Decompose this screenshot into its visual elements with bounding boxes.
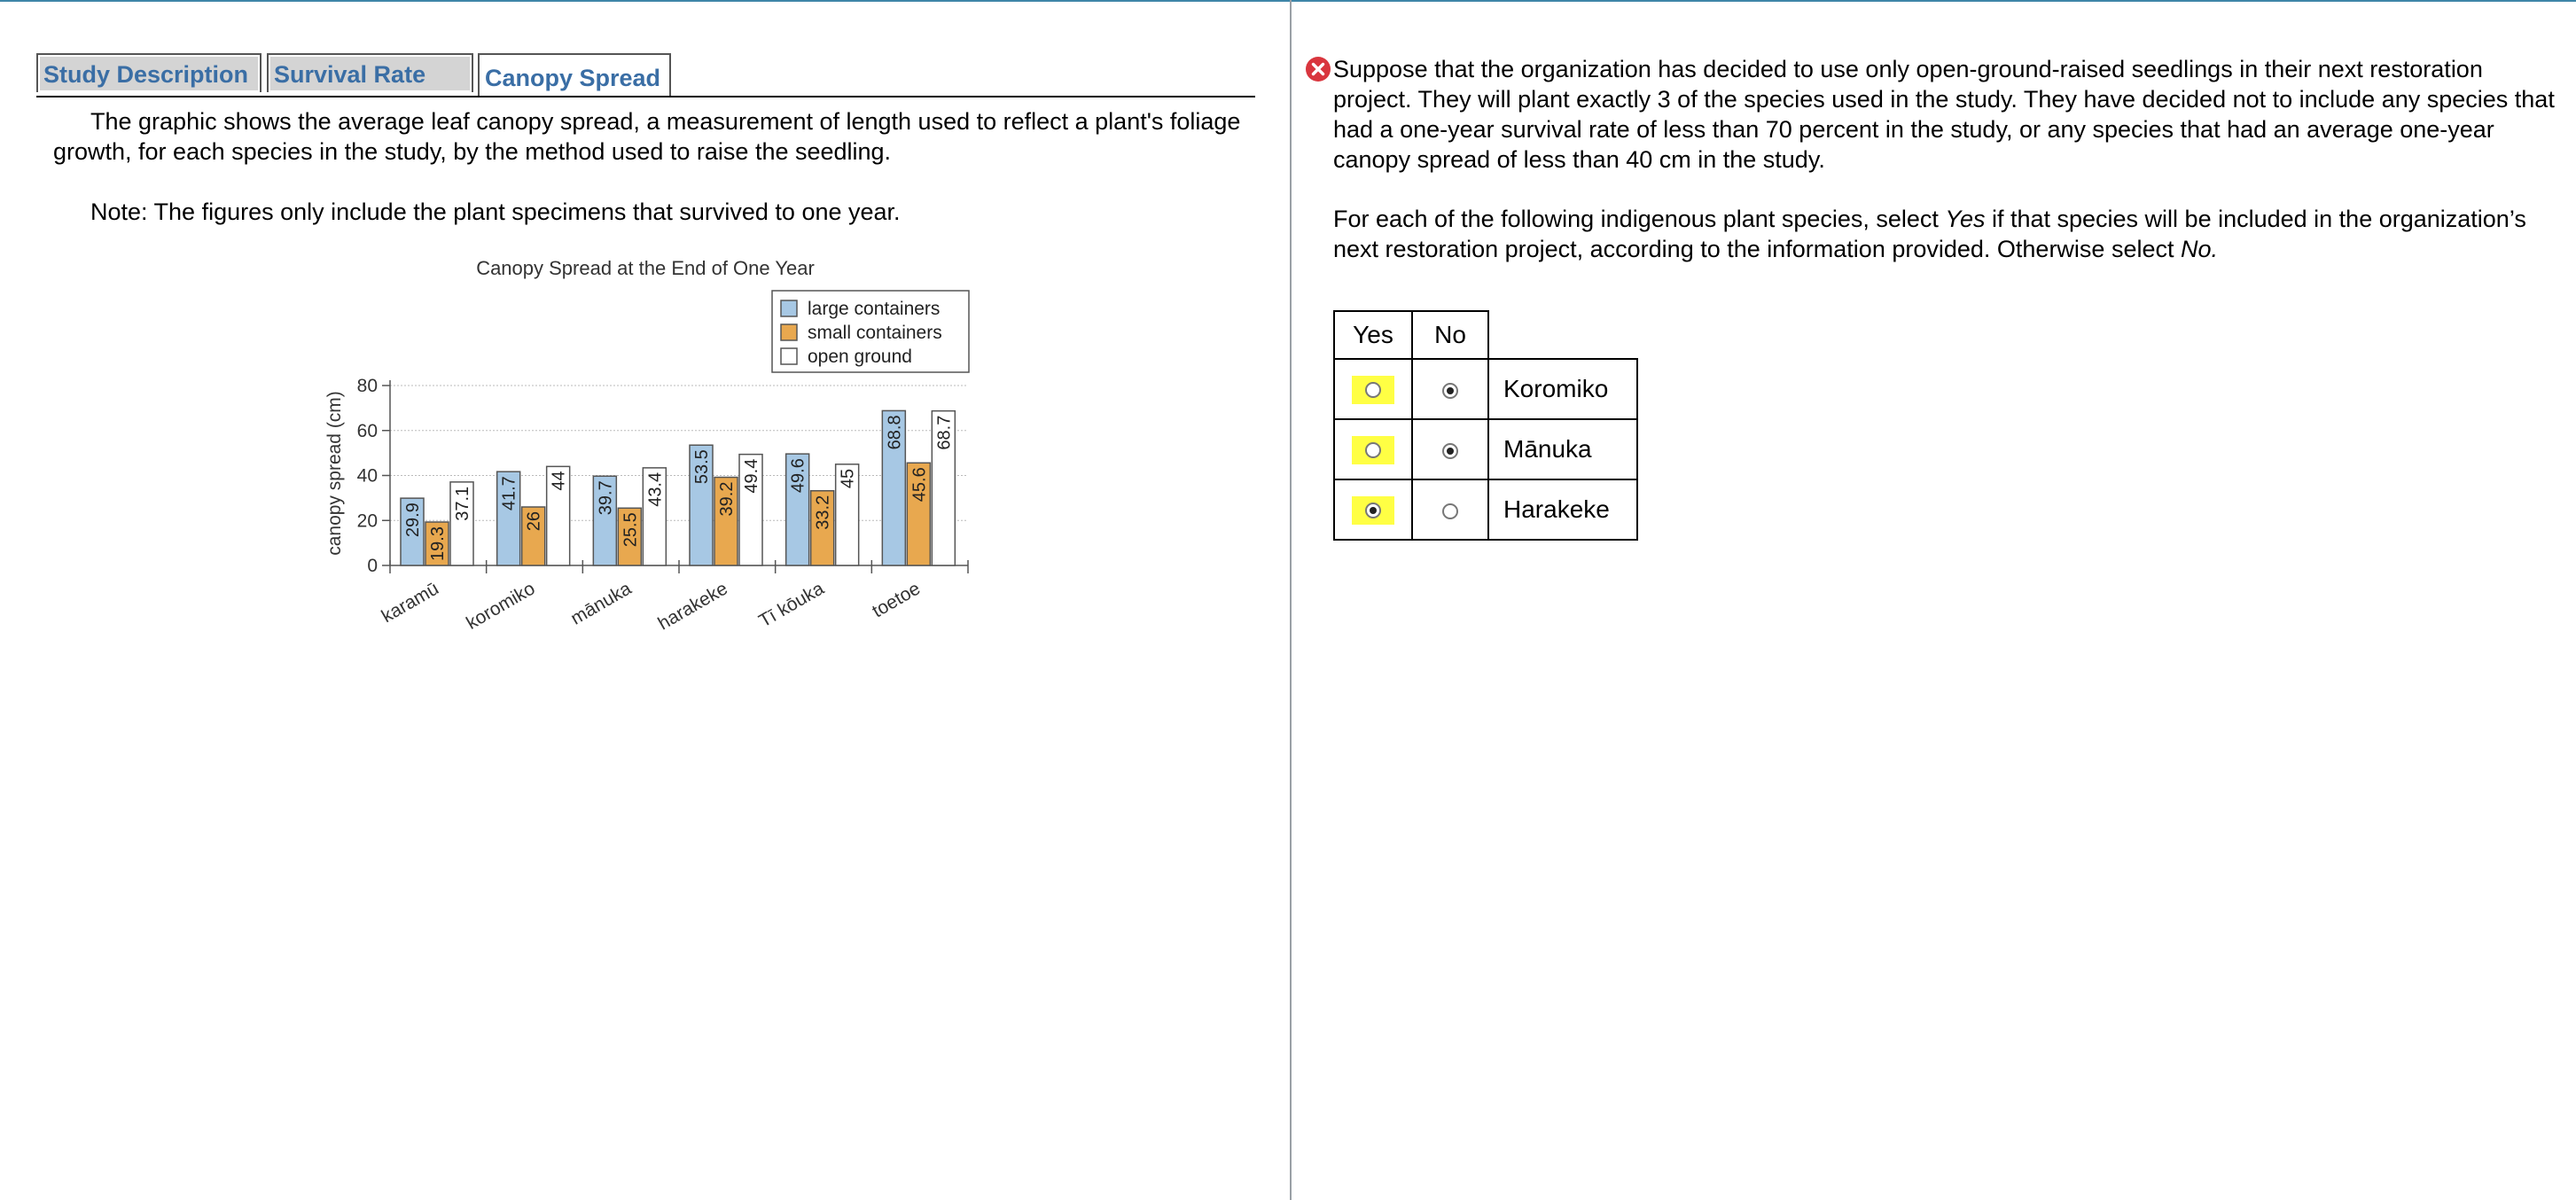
- legend-label: small containers: [808, 323, 942, 343]
- y-tick-label: 60: [356, 420, 378, 441]
- data-label: 49.6: [788, 458, 808, 494]
- chart-bars: [401, 410, 955, 565]
- data-label: 41.7: [499, 476, 519, 511]
- legend-swatch: [781, 324, 797, 340]
- instruction-yes: Yes: [1945, 206, 1986, 232]
- data-label: 44: [549, 471, 569, 491]
- chart-gridlines: [390, 386, 968, 520]
- yes-highlight: [1352, 496, 1394, 525]
- yes-cell: [1334, 419, 1412, 479]
- instruction-no: No.: [2180, 236, 2219, 262]
- data-label: 45.6: [909, 467, 930, 503]
- no-cell: [1412, 419, 1488, 479]
- instruction-prefix: For each of the following indigenous plant species, select: [1333, 206, 1946, 232]
- data-label: 29.9: [403, 503, 423, 538]
- tab-study-description[interactable]: Study Description: [36, 53, 262, 92]
- chart-legend: [772, 291, 969, 372]
- radio-yes-harakeke[interactable]: [1365, 503, 1381, 518]
- chart-title: Canopy Spread at the End of One Year: [476, 257, 815, 279]
- x-tick-label: mānuka: [566, 578, 636, 629]
- data-label: 26: [524, 511, 544, 532]
- yes-highlight: [1352, 376, 1394, 404]
- species-label: Koromiko: [1488, 359, 1637, 419]
- intro-paragraph: The graphic shows the average leaf canopy spread, a measurement of length used to reflect a plant's foliage growth, for each species in the study, by the method used to raise the seedling.: [53, 108, 1241, 165]
- x-tick-label: toetoe: [869, 578, 925, 622]
- radio-no-koromiko[interactable]: [1442, 383, 1458, 399]
- x-tick-label: koromiko: [463, 578, 539, 634]
- data-label: 68.7: [934, 415, 955, 450]
- data-label: 25.5: [621, 512, 641, 548]
- data-label: 33.2: [813, 495, 833, 530]
- no-column-header: No: [1412, 311, 1488, 359]
- legend-label: large containers: [808, 299, 941, 319]
- answer-row: [1334, 479, 1637, 540]
- yes-cell: [1334, 359, 1412, 419]
- pane-divider[interactable]: [1290, 0, 1292, 1200]
- instruction-mid: if that species will be included in the organization’s next restoration project, according to the information provided. Otherwise select: [1333, 206, 2526, 262]
- label-column-header: [1488, 311, 1637, 359]
- canopy-spread-chart: [310, 250, 984, 658]
- y-tick-label: 40: [356, 465, 378, 487]
- x-tick-label: karamū: [378, 578, 442, 627]
- yes-column-header: Yes: [1334, 311, 1412, 359]
- x-tick-label: harakeke: [654, 578, 731, 635]
- question-prompt: Suppose that the organization has decided to use only open-ground-raised seedlings in their next restoration project. They will plant exactly 3 of the species used in the study. They have decided not to include any species that had a one-year survival rate of less than 70 percent in the study, or any species that had an average one-year canopy spread of less than 40 cm in the study.: [1333, 56, 2555, 173]
- radio-yes-manuka[interactable]: [1365, 442, 1381, 458]
- data-label: 45: [838, 468, 858, 489]
- yes-highlight: [1352, 436, 1394, 464]
- data-label: 43.4: [645, 471, 666, 507]
- species-label: Mānuka: [1488, 419, 1637, 479]
- no-cell: [1412, 359, 1488, 419]
- species-label: Harakeke: [1488, 479, 1637, 540]
- y-axis-label: canopy spread (cm): [324, 391, 345, 556]
- data-label: 49.4: [742, 458, 761, 494]
- data-label: 53.5: [692, 449, 712, 485]
- no-cell: [1412, 479, 1488, 540]
- answer-header-row: [1334, 311, 1637, 359]
- y-tick-label: 0: [367, 556, 378, 576]
- answer-row: [1334, 359, 1637, 419]
- data-label: 39.7: [596, 480, 616, 516]
- legend-swatch: [781, 300, 797, 316]
- answer-table: [1333, 310, 1638, 541]
- tab-survival-rate[interactable]: Survival Rate: [267, 53, 473, 92]
- x-tick-label: Tī kōuka: [755, 578, 828, 632]
- data-label: 37.1: [453, 486, 472, 521]
- y-tick-label: 20: [356, 510, 378, 532]
- top-border: [0, 0, 2576, 2]
- note-paragraph: Note: The figures only include the plant specimens that survived to one year.: [90, 199, 901, 225]
- radio-no-harakeke[interactable]: [1442, 503, 1458, 519]
- legend-label: open ground: [808, 347, 912, 367]
- data-label: 19.3: [428, 526, 448, 561]
- answer-row: [1334, 419, 1637, 479]
- tab-canopy-spread[interactable]: Canopy Spread: [478, 53, 671, 96]
- yes-cell: [1334, 479, 1412, 540]
- question-instruction: [1333, 204, 2556, 264]
- data-label: 39.2: [717, 481, 737, 517]
- radio-yes-koromiko[interactable]: [1365, 382, 1381, 398]
- data-label: 68.8: [885, 415, 905, 450]
- radio-no-manuka[interactable]: [1442, 443, 1458, 459]
- error-icon: [1305, 56, 1331, 82]
- legend-swatch: [781, 348, 797, 364]
- y-tick-label: 80: [356, 376, 378, 396]
- tab-bar: [36, 53, 1255, 97]
